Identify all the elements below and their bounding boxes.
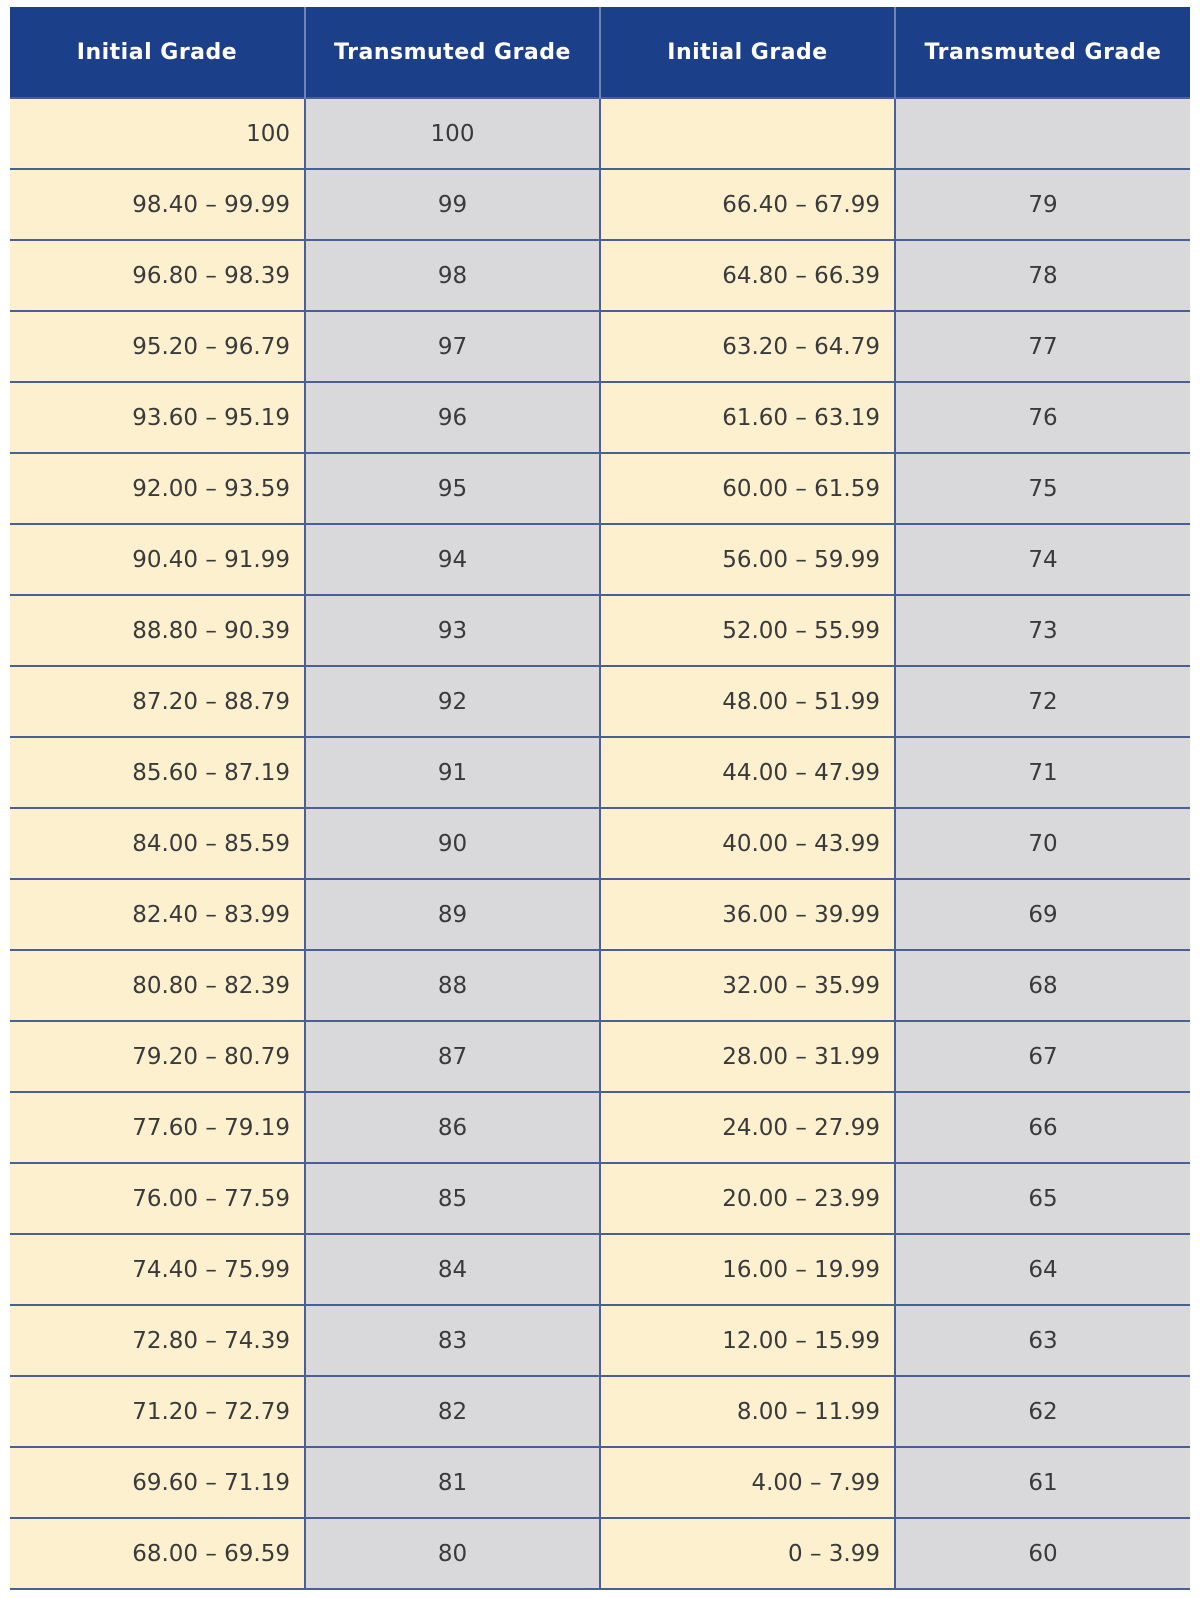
cell-transmuted-grade-left: 99 [305,169,600,240]
cell-initial-grade-left: 69.60 – 71.19 [10,1447,305,1518]
cell-initial-grade-right: 8.00 – 11.99 [600,1376,895,1447]
cell-initial-grade-right: 28.00 – 31.99 [600,1021,895,1092]
cell-transmuted-grade-right: 77 [895,311,1190,382]
cell-initial-grade-left: 87.20 – 88.79 [10,666,305,737]
transmutation-table-container [10,7,1190,1590]
cell-transmuted-grade-right: 79 [895,169,1190,240]
cell-transmuted-grade-right: 68 [895,950,1190,1021]
cell-transmuted-grade-left: 88 [305,950,600,1021]
cell-initial-grade-left: 90.40 – 91.99 [10,524,305,595]
cell-transmuted-grade-right: 73 [895,595,1190,666]
cell-initial-grade-right: 0 – 3.99 [600,1518,895,1589]
table-row [10,98,1190,169]
table-row [10,879,1190,950]
cell-transmuted-grade-left: 80 [305,1518,600,1589]
cell-initial-grade-left: 79.20 – 80.79 [10,1021,305,1092]
table-row [10,1021,1190,1092]
table-row [10,666,1190,737]
table-row [10,1234,1190,1305]
cell-initial-grade-left: 88.80 – 90.39 [10,595,305,666]
cell-transmuted-grade-right: 76 [895,382,1190,453]
cell-initial-grade-right: 56.00 – 59.99 [600,524,895,595]
table-row [10,524,1190,595]
cell-transmuted-grade-right: 62 [895,1376,1190,1447]
cell-initial-grade-right: 48.00 – 51.99 [600,666,895,737]
cell-transmuted-grade-left: 95 [305,453,600,524]
cell-transmuted-grade-right: 69 [895,879,1190,950]
cell-initial-grade-right: 4.00 – 7.99 [600,1447,895,1518]
cell-initial-grade-right: 44.00 – 47.99 [600,737,895,808]
header-row [10,7,1190,98]
cell-initial-grade-right: 32.00 – 35.99 [600,950,895,1021]
cell-initial-grade-right: 64.80 – 66.39 [600,240,895,311]
cell-transmuted-grade-left: 85 [305,1163,600,1234]
cell-transmuted-grade-left: 97 [305,311,600,382]
transmutation-table [10,7,1190,1590]
cell-initial-grade-right: 12.00 – 15.99 [600,1305,895,1376]
cell-transmuted-grade-right: 78 [895,240,1190,311]
table-row [10,311,1190,382]
cell-initial-grade-right: 66.40 – 67.99 [600,169,895,240]
cell-transmuted-grade-left: 100 [305,98,600,169]
table-row [10,1518,1190,1589]
cell-initial-grade-left: 100 [10,98,305,169]
table-row [10,1305,1190,1376]
table-row [10,737,1190,808]
cell-initial-grade-right: 52.00 – 55.99 [600,595,895,666]
table-row [10,1163,1190,1234]
cell-initial-grade-left: 93.60 – 95.19 [10,382,305,453]
cell-initial-grade-right: 16.00 – 19.99 [600,1234,895,1305]
header-transmuted-grade-right: Transmuted Grade [895,7,1190,98]
cell-initial-grade-left: 96.80 – 98.39 [10,240,305,311]
cell-initial-grade-right: 60.00 – 61.59 [600,453,895,524]
table-body [10,98,1190,1589]
table-row [10,1376,1190,1447]
cell-transmuted-grade-left: 93 [305,595,600,666]
cell-initial-grade-left: 80.80 – 82.39 [10,950,305,1021]
cell-initial-grade-left: 82.40 – 83.99 [10,879,305,950]
cell-transmuted-grade-right: 70 [895,808,1190,879]
header-initial-grade-right: Initial Grade [600,7,895,98]
cell-initial-grade-right: 61.60 – 63.19 [600,382,895,453]
cell-transmuted-grade-left: 84 [305,1234,600,1305]
cell-transmuted-grade-left: 89 [305,879,600,950]
cell-initial-grade-right: 20.00 – 23.99 [600,1163,895,1234]
cell-initial-grade-left: 74.40 – 75.99 [10,1234,305,1305]
table-row [10,1092,1190,1163]
table-row [10,1447,1190,1518]
cell-transmuted-grade-left: 91 [305,737,600,808]
cell-transmuted-grade-left: 83 [305,1305,600,1376]
cell-transmuted-grade-right: 74 [895,524,1190,595]
cell-initial-grade-left: 92.00 – 93.59 [10,453,305,524]
cell-initial-grade-right: 36.00 – 39.99 [600,879,895,950]
cell-initial-grade-right: 63.20 – 64.79 [600,311,895,382]
cell-transmuted-grade-right: 65 [895,1163,1190,1234]
cell-transmuted-grade-right: 75 [895,453,1190,524]
cell-transmuted-grade-right: 66 [895,1092,1190,1163]
table-row [10,453,1190,524]
cell-initial-grade-left: 98.40 – 99.99 [10,169,305,240]
cell-transmuted-grade-right: 64 [895,1234,1190,1305]
cell-initial-grade-left: 95.20 – 96.79 [10,311,305,382]
cell-transmuted-grade-right: 63 [895,1305,1190,1376]
cell-initial-grade-left: 84.00 – 85.59 [10,808,305,879]
cell-initial-grade-left: 68.00 – 69.59 [10,1518,305,1589]
header-initial-grade-left: Initial Grade [10,7,305,98]
cell-transmuted-grade-left: 86 [305,1092,600,1163]
cell-initial-grade-left: 77.60 – 79.19 [10,1092,305,1163]
table-row [10,950,1190,1021]
cell-transmuted-grade-right: 67 [895,1021,1190,1092]
cell-transmuted-grade-left: 92 [305,666,600,737]
cell-transmuted-grade-left: 96 [305,382,600,453]
cell-transmuted-grade-left: 94 [305,524,600,595]
table-row [10,595,1190,666]
cell-initial-grade-right [600,98,895,169]
cell-transmuted-grade-right: 72 [895,666,1190,737]
cell-transmuted-grade-left: 90 [305,808,600,879]
cell-initial-grade-left: 85.60 – 87.19 [10,737,305,808]
cell-transmuted-grade-right [895,98,1190,169]
table-row [10,240,1190,311]
cell-initial-grade-left: 72.80 – 74.39 [10,1305,305,1376]
table-row [10,169,1190,240]
header-transmuted-grade-left: Transmuted Grade [305,7,600,98]
cell-transmuted-grade-left: 98 [305,240,600,311]
cell-initial-grade-left: 76.00 – 77.59 [10,1163,305,1234]
cell-initial-grade-left: 71.20 – 72.79 [10,1376,305,1447]
table-row [10,808,1190,879]
cell-transmuted-grade-left: 87 [305,1021,600,1092]
cell-transmuted-grade-right: 61 [895,1447,1190,1518]
cell-transmuted-grade-right: 71 [895,737,1190,808]
cell-transmuted-grade-left: 81 [305,1447,600,1518]
cell-initial-grade-right: 40.00 – 43.99 [600,808,895,879]
cell-transmuted-grade-left: 82 [305,1376,600,1447]
cell-transmuted-grade-right: 60 [895,1518,1190,1589]
table-row [10,382,1190,453]
cell-initial-grade-right: 24.00 – 27.99 [600,1092,895,1163]
